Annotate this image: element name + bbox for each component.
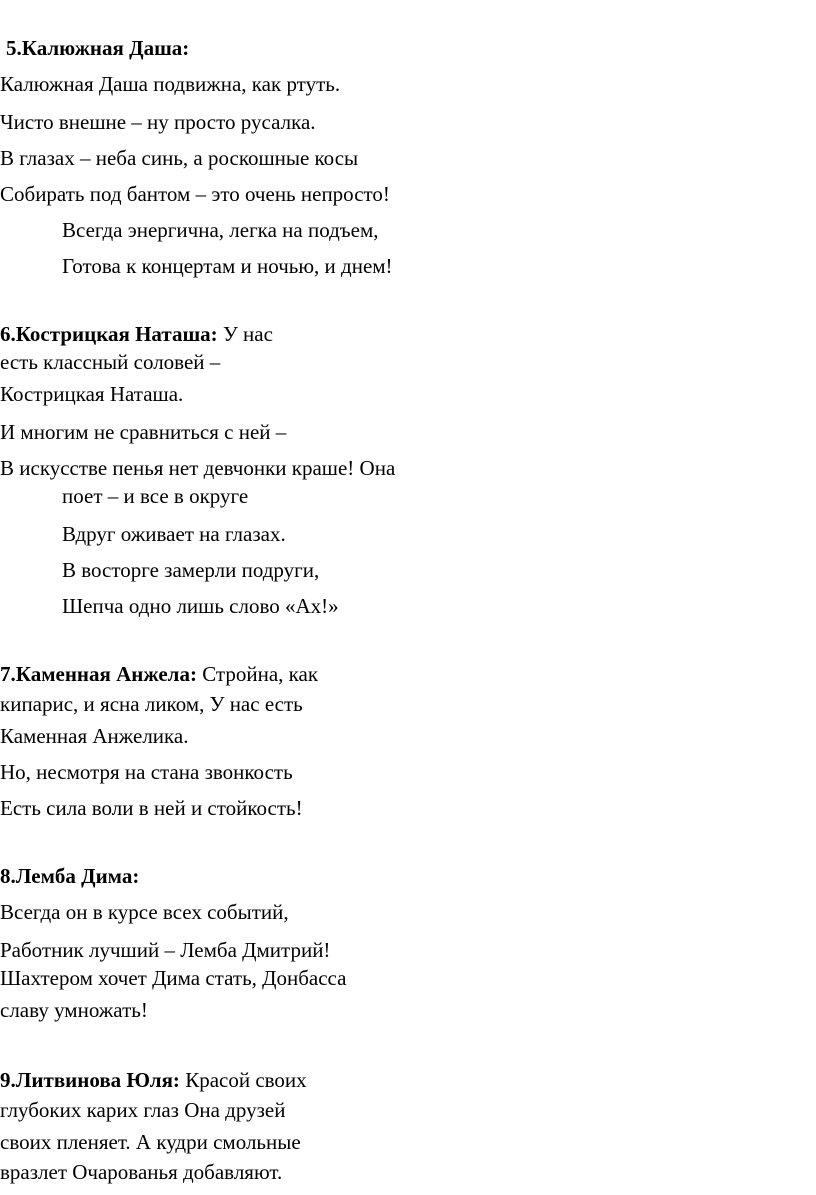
verse-line: славу умножать! — [0, 998, 148, 1022]
verse-line: В искусстве пенья нет девчонки краше! Она — [0, 456, 396, 480]
verse-line: В восторге замерли подруги, — [62, 558, 320, 582]
heading-section-6: 6.Кострицкая Наташа: У нас — [0, 322, 273, 346]
verse-line: Работник лучший – Лемба Дмитрий! — [0, 938, 331, 962]
heading-section-9: 9.Литвинова Юля: Красой своих — [0, 1068, 307, 1092]
verse-line: И многим не сравниться с ней – — [0, 420, 287, 444]
verse-line: Всегда энергична, легка на подъем, — [62, 218, 379, 242]
verse-line: кипарис, и ясна ликом, У нас есть — [0, 692, 303, 716]
heading-section-8: 8.Лемба Дима: — [0, 864, 140, 888]
verse-line: вразлет Очарованья добавляют. — [0, 1160, 283, 1184]
verse-line: Калюжная Даша подвижна, как ртуть. — [0, 72, 341, 96]
verse-text: У нас — [217, 322, 273, 346]
verse-line: Шахтером хочет Дима стать, Донбасса — [0, 966, 347, 990]
verse-text: Стройна, как — [196, 662, 319, 686]
verse-line: Шепча одно лишь слово «Ах!» — [62, 594, 339, 618]
verse-line: есть классный соловей – — [0, 350, 221, 374]
heading-section-5: 5.Калюжная Даша: — [6, 36, 190, 60]
verse-line: Но, несмотря на стана звонкость — [0, 760, 293, 784]
verse-line: глубоких карих глаз Она друзей — [0, 1098, 286, 1122]
verse-line: поет – и все в округе — [62, 484, 249, 508]
verse-line: своих пленяет. А кудри смольные — [0, 1130, 301, 1154]
verse-line: Готова к концертам и ночью, и днем! — [62, 254, 393, 278]
verse-line: Собирать под бантом – это очень непросто! — [0, 182, 390, 206]
verse-text: Красой своих — [179, 1068, 307, 1092]
verse-line: Каменная Анжелика. — [0, 724, 189, 748]
verse-line: Всегда он в курсе всех событий, — [0, 900, 289, 924]
heading-section-7: 7.Каменная Анжела: Стройна, как — [0, 662, 319, 686]
verse-line: В глазах – неба синь, а роскошные косы — [0, 146, 359, 170]
verse-line: Есть сила воли в ней и стойкость! — [0, 796, 303, 820]
verse-line: Вдруг оживает на глазах. — [62, 522, 286, 546]
verse-line: Чисто внешне – ну просто русалка. — [0, 110, 316, 134]
verse-line: Кострицкая Наташа. — [0, 382, 184, 406]
